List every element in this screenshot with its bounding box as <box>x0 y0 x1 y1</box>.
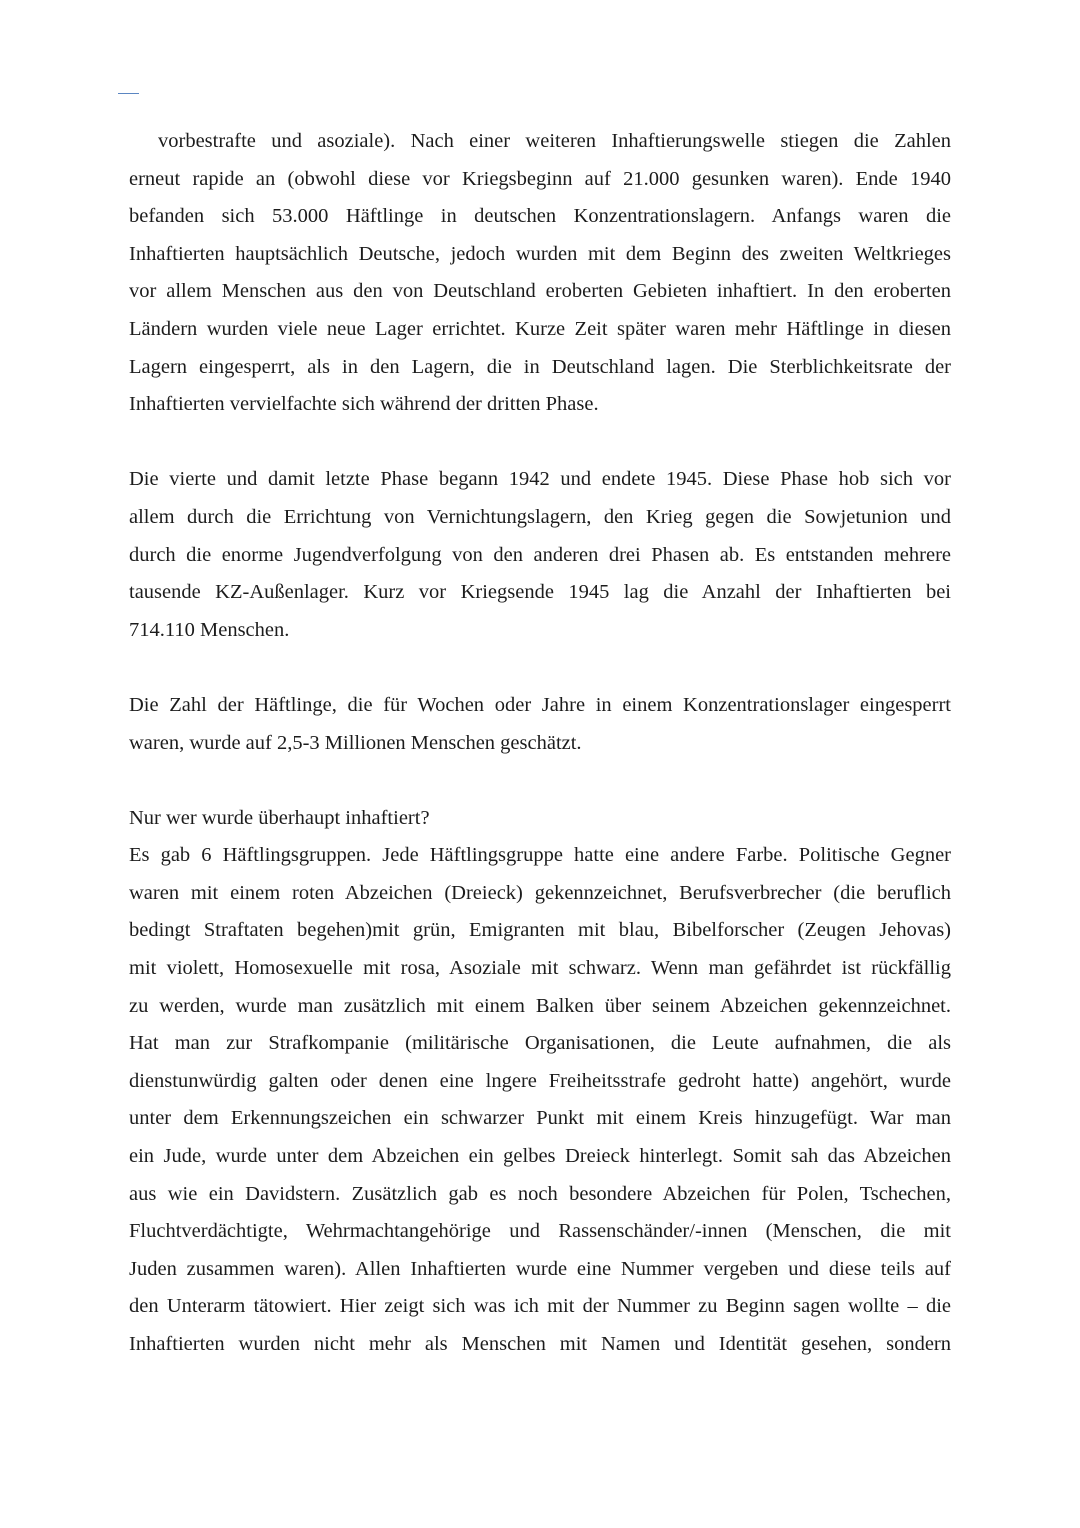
text-line: Die Zahl der Häftlinge, die für Wochen oder Jahre in einem Konzentrationslager eingesperrt <box>129 693 951 716</box>
text-line: unter dem Erkennungszeichen ein schwarzer Punkt mit einem Kreis hinzugefügt. War man <box>129 1107 951 1130</box>
header-rule <box>118 93 139 94</box>
text-line: Juden zusammen waren). Allen Inhaftierten wurde eine Nummer vergeben und diese teils auf <box>129 1257 951 1280</box>
text-line: Fluchtverdächtigte, Wehrmachtangehörige und Rassenschänder/-innen (Menschen, die mit <box>129 1220 951 1243</box>
text-line: ein Jude, wurde unter dem Abzeichen ein gelbes Dreieck hinterlegt. Somit sah das Abzeichen <box>129 1145 951 1168</box>
paragraph-vierte-phase <box>129 461 951 649</box>
text-line: tausende KZ-Außenlager. Kurz vor Kriegsende 1945 lag die Anzahl der Inhaftierten bei <box>129 581 951 604</box>
text-line: Inhaftierten hauptsächlich Deutsche, jedoch wurden mit dem Beginn des zweiten Weltkrieges <box>129 242 951 265</box>
text-line: Ländern wurden viele neue Lager errichtet. Kurze Zeit später waren mehr Häftlinge in diesen <box>129 317 951 340</box>
paragraph-haftzahlen <box>129 123 951 424</box>
paragraph-gap <box>129 762 951 800</box>
text-line: Hat man zur Strafkompanie (militärische Organisationen, die Leute aufnahmen, die als <box>129 1032 951 1055</box>
text-line: waren mit einem roten Abzeichen (Dreieck) gekennzeichnet, Berufsverbrecher (die beruflich <box>129 881 951 904</box>
text-line: zu werden, wurde man zusätzlich mit einem Balken über seinem Abzeichen gekennzeichnet. <box>129 994 951 1017</box>
text-line: Nur wer wurde überhaupt inhaftiert? <box>129 806 430 829</box>
text-line: Die vierte und damit letzte Phase begann 1942 und endete 1945. Diese Phase hob sich vor <box>129 468 951 491</box>
text-line: allem durch die Errichtung von Vernichtungslagern, den Krieg gegen die Sowjetunion und <box>129 505 951 528</box>
text-line: durch die enorme Jugendverfolgung von den anderen drei Phasen ab. Es entstanden mehrere <box>129 543 951 566</box>
paragraph-gesamtzahl <box>129 687 951 762</box>
text-line: Inhaftierten vervielfachte sich während der dritten Phase. <box>129 393 599 416</box>
text-line: Es gab 6 Häftlingsgruppen. Jede Häftlingsgruppe hatte eine andere Farbe. Politische Gegner <box>129 844 951 867</box>
text-line: dienstunwürdig galten oder denen eine lngere Freiheitsstrafe gedroht hatte) angehört, wurde <box>129 1069 951 1092</box>
paragraph-gap <box>129 649 951 687</box>
text-line: Inhaftierten wurden nicht mehr als Menschen mit Namen und Identität gesehen, sondern <box>129 1333 951 1355</box>
text-line: den Unterarm tätowiert. Hier zeigt sich was ich mit der Nummer zu Beginn sagen wollte – die <box>129 1295 951 1318</box>
document-body <box>129 123 951 1364</box>
text-line: vor allem Menschen aus den von Deutschland eroberten Gebieten inhaftiert. In den eroberten <box>129 280 951 303</box>
text-line: bedingt Straftaten begehen)mit grün, Emigranten mit blau, Bibelforscher (Zeugen Jehovas) <box>129 919 951 942</box>
text-line: erneut rapide an (obwohl diese vor Kriegsbeginn auf 21.000 gesunken waren). Ende 1940 <box>129 167 951 190</box>
text-line: Lagern eingesperrt, als in den Lagern, die in Deutschland lagen. Die Sterblichkeitsrate der <box>129 355 951 378</box>
section-question <box>129 800 951 838</box>
text-line: waren, wurde auf 2,5-3 Millionen Menschen geschätzt. <box>129 731 582 754</box>
paragraph-haeftlingsgruppen <box>129 837 951 1363</box>
text-line: vorbestrafte und asoziale). Nach einer weiteren Inhaftierungswelle stiegen die Zahlen <box>158 130 951 152</box>
text-line: mit violett, Homosexuelle mit rosa, Asoziale mit schwarz. Wenn man gefährdet ist rückfällig <box>129 957 951 980</box>
paragraph-gap <box>129 424 951 462</box>
text-line: 714.110 Menschen. <box>129 618 290 641</box>
text-line: befanden sich 53.000 Häftlinge in deutschen Konzentrationslagern. Anfangs waren die <box>129 205 951 228</box>
text-line: aus wie ein Davidstern. Zusätzlich gab es noch besondere Abzeichen für Polen, Tschechen, <box>129 1182 951 1205</box>
